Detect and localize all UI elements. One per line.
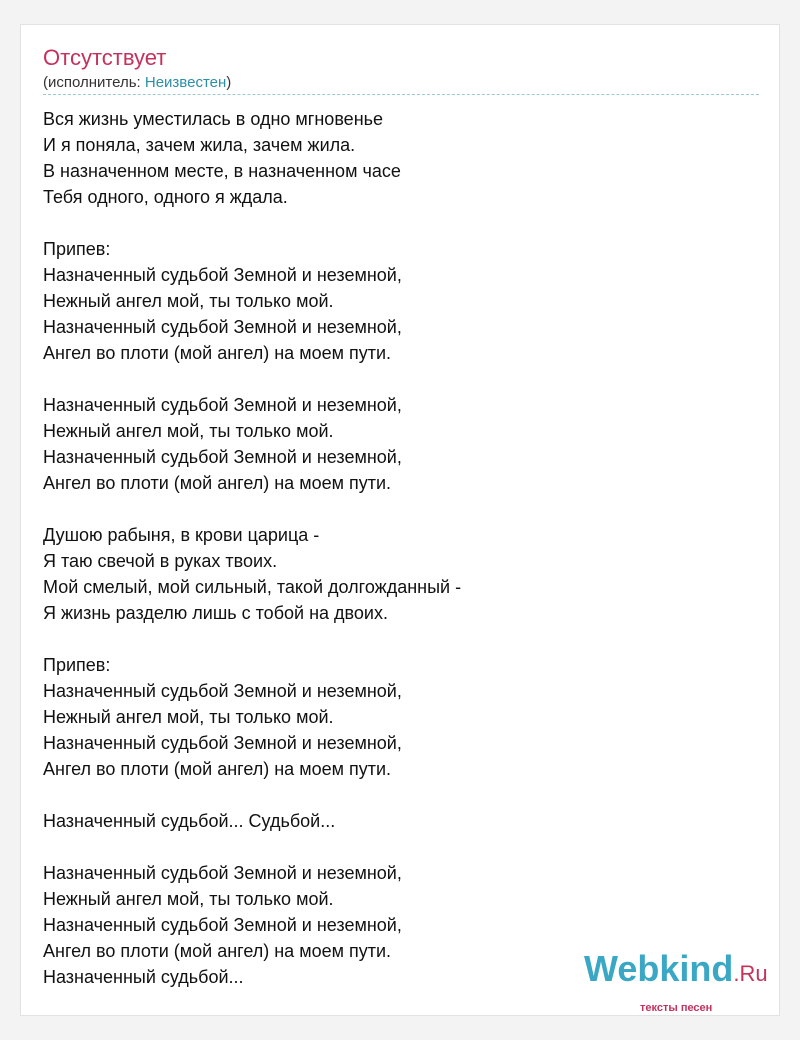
lyric-blank-line [43,782,763,808]
lyric-blank-line [43,210,763,236]
lyric-line: Нежный ангел мой, ты только мой. [43,291,334,311]
lyric-line: Ангел во плоти (мой ангел) на моем пути. [43,343,392,363]
lyric-line: Назначенный судьбой... [43,967,244,987]
lyric-line: Нежный ангел мой, ты только мой. [43,421,334,441]
lyric-line: Нежный ангел мой, ты только мой. [43,889,334,909]
lyrics-card [20,24,780,1016]
lyric-line: Назначенный судьбой Земной и неземной, [43,447,402,467]
lyric-line: Тебя одного, одного я ждала. [43,187,288,207]
lyric-line: В назначенном месте, в назначенном часе [43,161,401,181]
lyric-line: Назначенный судьбой Земной и неземной, [43,733,402,753]
song-title: Отсутствует [43,45,167,70]
artist-suffix: ) [226,74,232,91]
lyric-line: Душою рабыня, в крови царица - [43,525,320,545]
lyric-blank-line [43,496,763,522]
lyric-line: Ангел во плоти (мой ангел) на моем пути. [43,941,392,961]
logo-main: Webkind [584,948,734,989]
lyric-line: Назначенный судьбой Земной и неземной, [43,265,402,285]
lyric-line: Припев: [43,655,111,675]
lyric-line: Назначенный судьбой Земной и неземной, [43,317,402,337]
lyric-blank-line [43,834,763,860]
lyric-line: Назначенный судьбой... Судьбой... [43,811,336,831]
lyric-line: Назначенный судьбой Земной и неземной, [43,915,402,935]
lyric-line: Нежный ангел мой, ты только мой. [43,707,334,727]
lyric-blank-line [43,626,763,652]
artist-link[interactable]: Неизвестен [144,74,227,91]
logo-tagline: тексты песен [640,1002,713,1014]
lyric-line: Назначенный судьбой Земной и неземной, [43,863,402,883]
lyric-line: Я жизнь разделю лишь с тобой на двоих. [43,603,388,623]
divider [43,94,759,95]
lyric-line: И я поняла, зачем жила, зачем жила. [43,135,356,155]
artist-prefix: (исполнитель: [43,74,145,91]
lyric-line: Я таю свечой в руках твоих. [43,551,278,571]
lyric-line: Вся жизнь уместилась в одно мгновенье [43,109,384,129]
lyric-line: Назначенный судьбой Земной и неземной, [43,395,402,415]
lyrics-text [43,106,763,990]
lyric-blank-line [43,366,763,392]
lyric-line: Припев: [43,239,111,259]
artist-line [43,74,231,92]
site-logo[interactable] [584,949,768,994]
lyric-line: Назначенный судьбой Земной и неземной, [43,681,402,701]
lyric-line: Ангел во плоти (мой ангел) на моем пути. [43,473,392,493]
logo-tld: .Ru [733,961,768,986]
lyric-line: Мой смелый, мой сильный, такой долгожданный - [43,577,462,597]
lyric-line: Ангел во плоти (мой ангел) на моем пути. [43,759,392,779]
